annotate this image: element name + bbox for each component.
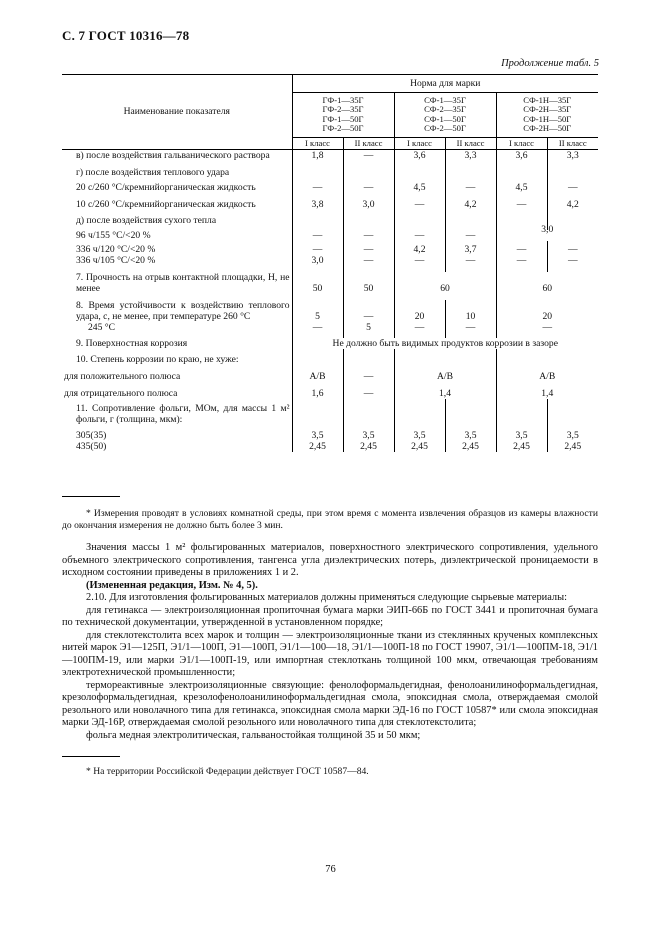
table-row: 245 °С — 5 — — — <box>62 322 598 333</box>
table-row: 8. Время устойчивости к воздействию теплового удара, с, не менее, при температуре 260 °С 5 — 20 10 20 <box>62 300 598 322</box>
table-row: 336 ч/120 °С/<20 % — — 4,2 3,7 — — <box>62 244 598 255</box>
class-header: II класс <box>343 137 394 149</box>
class-header: I класс <box>496 137 547 149</box>
table-row: для отрицательного полюса 1,6 — 1,4 1,4 <box>62 388 598 399</box>
table-row: 10. Степень коррозии по краю, не хуже: <box>62 354 598 365</box>
table-row: 20 с/260 °С/кремнийорганическая жидкость — — 4,5 — 4,5 — <box>62 182 598 193</box>
class-header: II класс <box>547 137 598 149</box>
table-row: 10 с/260 °С/кремнийорганическая жидкость 3,8 3,0 — 4,2 — 4,2 <box>62 199 598 210</box>
paragraph: для гетинакса — электроизоляционная пропиточная бумага марки ЭИП-66Б по ГОСТ 3441 и пропиточная бумага по технической документации, утвержденной в установленном порядке; <box>62 604 598 628</box>
properties-table <box>62 74 598 452</box>
class-header: I класс <box>292 137 343 149</box>
table-row: 9. Поверхностная коррозия Не должно быть видимых продуктов коррозии в зазоре <box>62 338 598 349</box>
table-row: 435(50) 2,45 2,45 2,45 2,45 2,45 2,45 <box>62 441 598 452</box>
table-row: 7. Прочность на отрыв контактной площадки, Н, не менее 50 50 60 60 <box>62 272 598 294</box>
table-row: д) после воздействия сухого тепла <box>62 215 598 226</box>
footnote-divider <box>62 496 120 497</box>
class-header: II класс <box>445 137 496 149</box>
table-row: 11. Сопротивление фольги, МОм, для массы 1 м² фольги, г (толщина, мкм): <box>62 403 598 425</box>
amendment-note: (Измененная редакция, Изм. № 4, 5). <box>86 579 258 591</box>
class-header: I класс <box>394 137 445 149</box>
mark-group-gf: ГФ-1—35Г ГФ-2—35Г ГФ-1—50Г ГФ-2—50Г <box>292 93 394 138</box>
norm-header: Норма для марки <box>292 75 598 93</box>
mark-group-sfn: СФ-1Н—35Г СФ-2Н—35Г СФ-1Н—50Г СФ-2Н—50Г <box>496 93 598 138</box>
table-row: в) после воздействия гальванического раствора 1,8 — 3,6 3,3 3,6 3,3 <box>62 149 598 161</box>
mark-group-sf: СФ-1—35Г СФ-2—35Г СФ-1—50Г СФ-2—50Г <box>394 93 496 138</box>
page-header: С. 7 ГОСТ 10316—78 <box>62 28 190 43</box>
table-row: 336 ч/105 °С/<20 % 3,0 — — — — — <box>62 255 598 266</box>
footnote-divider <box>62 756 120 757</box>
page-footnote: * На территории Российской Федерации действует ГОСТ 10587—84. <box>86 766 369 777</box>
body-text <box>62 542 598 742</box>
column-header-name: Наименование показателя <box>62 75 292 150</box>
table-row: 96 ч/155 °С/<20 % — — — — 3,0 <box>62 230 598 241</box>
table-footnote: * Измерения проводят в условиях комнатной среды, при этом время с момента извлечения образцов из камеры влажности до окончания измерения не должно быть более 3 мин. <box>62 508 598 531</box>
paragraph: Значения массы 1 м² фольгированных материалов, поверхностного электрического сопротивления, удельного объемного электрического сопротивления, тангенса угла диэлектрических потерь, диэлектрической проницаемости в исходном состоянии приведены в приложениях 1 и 2. <box>62 542 598 578</box>
table-row: для положительного полюса А/В — А/В А/В <box>62 371 598 382</box>
paragraph: термореактивные электроизоляционные связующие: фенолоформальдегидная, фенолоанилиноформальдегидная, крезолоформальдегидная, крезолофенолоанилиноформальдегидная смола, эпоксидная смола, отверждаемая смолой резольного или новолачного типа для гетинакса, эпоксидная смола марки ЭД-16 по ГОСТ 10587* или смола эпоксидная марки ЭД-16Р, отверждаемая смолой резольного или новолачного типа для стеклотекстолита; <box>62 679 598 728</box>
table-continuation-label: Продолжение табл. 5 <box>501 58 599 69</box>
paragraph: фольга медная электролитическая, гальваностойкая толщиной 35 и 50 мкм; <box>86 729 421 741</box>
table-row: г) после воздействия теплового удара <box>62 167 598 178</box>
paragraph: 2.10. Для изготовления фольгированных материалов должны применяться следующие сырьевые материалы: <box>86 592 567 603</box>
table-row: 305(35) 3,5 3,5 3,5 3,5 3,5 3,5 <box>62 430 598 441</box>
paragraph: для стеклотекстолита всех марок и толщин — электроизоляционные ткани из стеклянных крученых комплексных нитей марок Э1—125П, Э1/1—100П, Э1—100П, Э1/1—100—18, Э1/1—100П-18 по ГОСТ 19907, Э1/1—100ПМ-18, Э1/1—100ПМ-19, или марки Э1/1—100П-19, или импортная стеклоткань толщиной 100 мкм, отвечающая требованиям электротехнической промышленности; <box>62 629 598 678</box>
page-number: 76 <box>325 864 336 875</box>
